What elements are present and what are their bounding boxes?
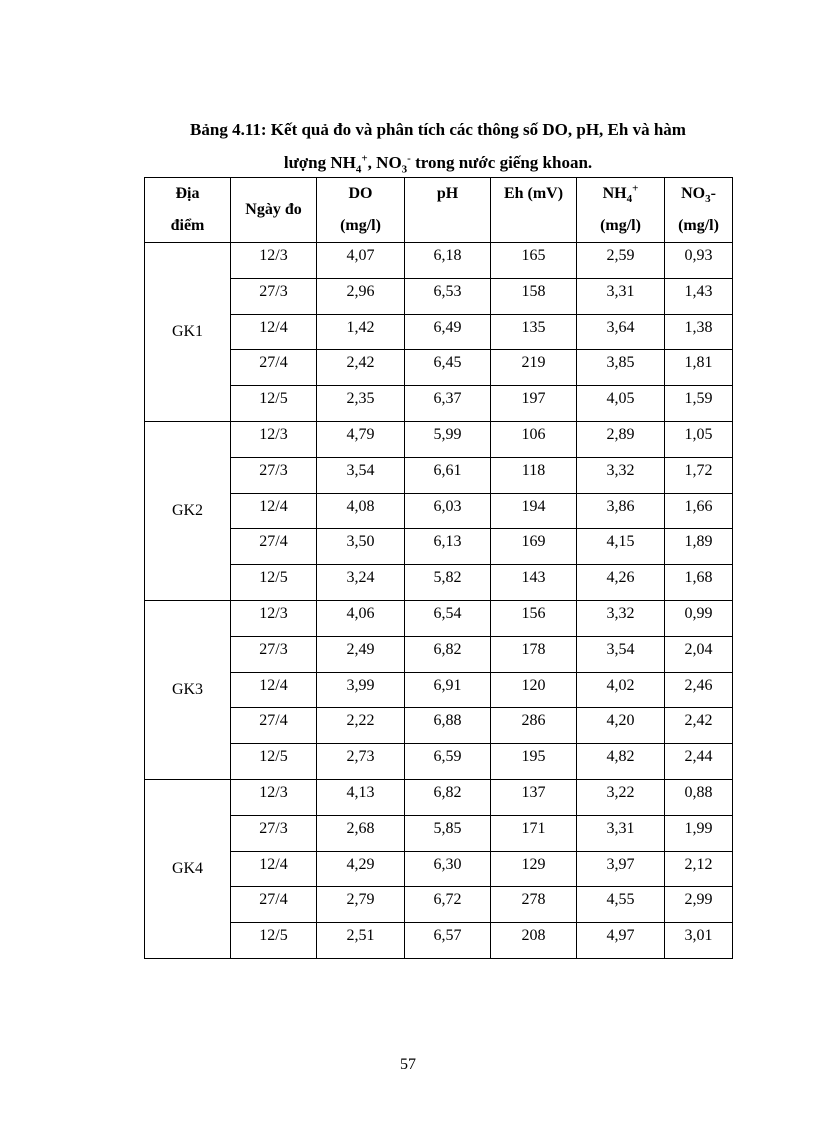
no3-cell: 0,88: [665, 779, 733, 815]
no3-cell: 1,38: [665, 314, 733, 350]
header-date: Ngày đo: [231, 178, 317, 243]
eh-cell: 219: [491, 350, 577, 386]
table-row: [145, 386, 733, 422]
header-no3-line-1: [665, 178, 732, 210]
site-cell: GK4: [145, 779, 231, 958]
ph-cell: 6,91: [405, 672, 491, 708]
date-cell: 12/5: [231, 744, 317, 780]
ph-cell: 5,85: [405, 815, 491, 851]
caption-nh4-superscript: +: [361, 152, 368, 165]
eh-cell: 194: [491, 493, 577, 529]
site-cell: GK3: [145, 600, 231, 779]
ph-cell: 6,37: [405, 386, 491, 422]
ph-cell: 6,49: [405, 314, 491, 350]
nh4-cell: 4,05: [577, 386, 665, 422]
caption-no3-superscript: -: [407, 152, 411, 165]
table-row: [145, 350, 733, 386]
eh-cell: 165: [491, 243, 577, 279]
no3-cell: 2,99: [665, 887, 733, 923]
date-cell: 27/3: [231, 278, 317, 314]
do-cell: 3,54: [317, 457, 405, 493]
no3-cell: 2,42: [665, 708, 733, 744]
ph-cell: 6,57: [405, 923, 491, 959]
nh4-cell: 4,55: [577, 887, 665, 923]
header-nh4-superscript: +: [632, 182, 639, 195]
eh-cell: 118: [491, 457, 577, 493]
date-cell: 12/5: [231, 386, 317, 422]
header-nh4-unit: (mg/l): [600, 217, 641, 234]
table-row: [145, 851, 733, 887]
header-do-line-1: DO: [348, 185, 373, 202]
ph-cell: 6,88: [405, 708, 491, 744]
do-cell: 4,07: [317, 243, 405, 279]
eh-cell: 208: [491, 923, 577, 959]
do-cell: 4,08: [317, 493, 405, 529]
do-cell: 2,68: [317, 815, 405, 851]
eh-cell: 178: [491, 636, 577, 672]
do-cell: 3,50: [317, 529, 405, 565]
header-site-line-1: Địa: [175, 185, 200, 202]
caption-line-2-post: trong nước giếng khoan.: [410, 153, 593, 172]
date-cell: 27/4: [231, 350, 317, 386]
do-cell: 4,29: [317, 851, 405, 887]
date-cell: 12/3: [231, 600, 317, 636]
no3-cell: 1,99: [665, 815, 733, 851]
header-row: [145, 178, 733, 243]
ph-cell: 6,72: [405, 887, 491, 923]
no3-cell: 1,68: [665, 565, 733, 601]
nh4-cell: 4,20: [577, 708, 665, 744]
caption-line-2-mid: , NO: [367, 153, 402, 172]
do-cell: 4,06: [317, 600, 405, 636]
caption-line-1: Bảng 4.11: Kết quả đo và phân tích các thông số DO, pH, Eh và hàm: [190, 120, 686, 139]
header-nh4-subscript: 4: [626, 193, 633, 206]
no3-cell: 1,72: [665, 457, 733, 493]
date-cell: 12/5: [231, 565, 317, 601]
table-row: [145, 457, 733, 493]
nh4-cell: 4,15: [577, 529, 665, 565]
no3-cell: 1,43: [665, 278, 733, 314]
eh-cell: 120: [491, 672, 577, 708]
header-no3-unit: (mg/l): [678, 217, 719, 234]
ph-cell: 6,59: [405, 744, 491, 780]
ph-cell: 6,45: [405, 350, 491, 386]
header-nh4-line-1: [577, 178, 664, 210]
ph-cell: 6,30: [405, 851, 491, 887]
eh-cell: 129: [491, 851, 577, 887]
header-no3-base: NO: [681, 185, 706, 202]
do-cell: 2,96: [317, 278, 405, 314]
nh4-cell: 4,97: [577, 923, 665, 959]
eh-cell: 171: [491, 815, 577, 851]
header-no3-tail: -: [710, 185, 716, 202]
eh-cell: 197: [491, 386, 577, 422]
date-cell: 12/4: [231, 493, 317, 529]
nh4-cell: 3,85: [577, 350, 665, 386]
table-row: [145, 708, 733, 744]
no3-cell: 1,59: [665, 386, 733, 422]
eh-cell: 286: [491, 708, 577, 744]
date-cell: 12/4: [231, 851, 317, 887]
no3-cell: 2,46: [665, 672, 733, 708]
table-row: [145, 779, 733, 815]
date-cell: 27/4: [231, 887, 317, 923]
no3-cell: 1,66: [665, 493, 733, 529]
do-cell: 2,73: [317, 744, 405, 780]
eh-cell: 278: [491, 887, 577, 923]
no3-cell: 1,81: [665, 350, 733, 386]
eh-cell: 137: [491, 779, 577, 815]
nh4-cell: 3,32: [577, 457, 665, 493]
date-cell: 12/5: [231, 923, 317, 959]
nh4-cell: 4,26: [577, 565, 665, 601]
results-table: [144, 177, 733, 959]
date-cell: 12/3: [231, 779, 317, 815]
header-nh4: [577, 178, 665, 243]
ph-cell: 6,53: [405, 278, 491, 314]
nh4-cell: 3,31: [577, 278, 665, 314]
do-cell: 1,42: [317, 314, 405, 350]
table-row: [145, 314, 733, 350]
caption-no3-subscript: 3: [401, 163, 408, 176]
eh-cell: 195: [491, 744, 577, 780]
site-cell: GK1: [145, 243, 231, 422]
eh-cell: 169: [491, 529, 577, 565]
table-row: [145, 278, 733, 314]
caption-nh4-subscript: 4: [355, 163, 362, 176]
no3-cell: 1,05: [665, 421, 733, 457]
no3-cell: 0,99: [665, 600, 733, 636]
table-row: [145, 636, 733, 672]
table-row: [145, 672, 733, 708]
eh-cell: 135: [491, 314, 577, 350]
ph-cell: 6,03: [405, 493, 491, 529]
ph-cell: 6,18: [405, 243, 491, 279]
header-ph: pH: [405, 178, 491, 243]
eh-cell: 158: [491, 278, 577, 314]
date-cell: 12/4: [231, 314, 317, 350]
caption-line-2-pre: lượng NH: [283, 153, 356, 172]
ph-cell: 6,82: [405, 636, 491, 672]
nh4-cell: 3,86: [577, 493, 665, 529]
nh4-cell: 2,89: [577, 421, 665, 457]
no3-cell: 2,44: [665, 744, 733, 780]
no3-cell: 2,04: [665, 636, 733, 672]
date-cell: 27/4: [231, 708, 317, 744]
nh4-cell: 2,59: [577, 243, 665, 279]
table-row: [145, 923, 733, 959]
header-no3-subscript: 3: [705, 193, 711, 206]
header-no3: [665, 178, 733, 243]
header-do-unit: (mg/l): [340, 217, 381, 234]
header-site: [145, 178, 231, 243]
do-cell: 3,99: [317, 672, 405, 708]
ph-cell: 5,99: [405, 421, 491, 457]
table-row: [145, 815, 733, 851]
table-row: [145, 529, 733, 565]
ph-cell: 5,82: [405, 565, 491, 601]
eh-cell: 156: [491, 600, 577, 636]
date-cell: 27/3: [231, 636, 317, 672]
do-cell: 3,24: [317, 565, 405, 601]
table-row: [145, 600, 733, 636]
table-row: [145, 243, 733, 279]
header-eh: Eh (mV): [491, 178, 577, 243]
no3-cell: 0,93: [665, 243, 733, 279]
ph-cell: 6,13: [405, 529, 491, 565]
header-nh4-base: NH: [602, 185, 627, 202]
header-do: [317, 178, 405, 243]
date-cell: 27/4: [231, 529, 317, 565]
do-cell: 2,51: [317, 923, 405, 959]
do-cell: 4,79: [317, 421, 405, 457]
eh-cell: 106: [491, 421, 577, 457]
no3-cell: 3,01: [665, 923, 733, 959]
table-caption: [120, 113, 756, 179]
date-cell: 12/3: [231, 243, 317, 279]
do-cell: 4,13: [317, 779, 405, 815]
table-row: [145, 744, 733, 780]
nh4-cell: 4,82: [577, 744, 665, 780]
ph-cell: 6,54: [405, 600, 491, 636]
ph-cell: 6,82: [405, 779, 491, 815]
date-cell: 27/3: [231, 457, 317, 493]
nh4-cell: 3,31: [577, 815, 665, 851]
no3-cell: 1,89: [665, 529, 733, 565]
nh4-cell: 4,02: [577, 672, 665, 708]
page-number: 57: [400, 1056, 416, 1073]
table-row: [145, 887, 733, 923]
do-cell: 2,49: [317, 636, 405, 672]
date-cell: 12/3: [231, 421, 317, 457]
date-cell: 12/4: [231, 672, 317, 708]
do-cell: 2,42: [317, 350, 405, 386]
eh-cell: 143: [491, 565, 577, 601]
date-cell: 27/3: [231, 815, 317, 851]
caption-line-2: [120, 146, 756, 179]
table-row: [145, 421, 733, 457]
do-cell: 2,79: [317, 887, 405, 923]
nh4-cell: 3,64: [577, 314, 665, 350]
nh4-cell: 3,54: [577, 636, 665, 672]
nh4-cell: 3,32: [577, 600, 665, 636]
no3-cell: 2,12: [665, 851, 733, 887]
table-row: [145, 565, 733, 601]
site-cell: GK2: [145, 421, 231, 600]
nh4-cell: 3,22: [577, 779, 665, 815]
ph-cell: 6,61: [405, 457, 491, 493]
nh4-cell: 3,97: [577, 851, 665, 887]
do-cell: 2,22: [317, 708, 405, 744]
header-site-line-2: điểm: [170, 217, 205, 234]
table-row: [145, 493, 733, 529]
do-cell: 2,35: [317, 386, 405, 422]
